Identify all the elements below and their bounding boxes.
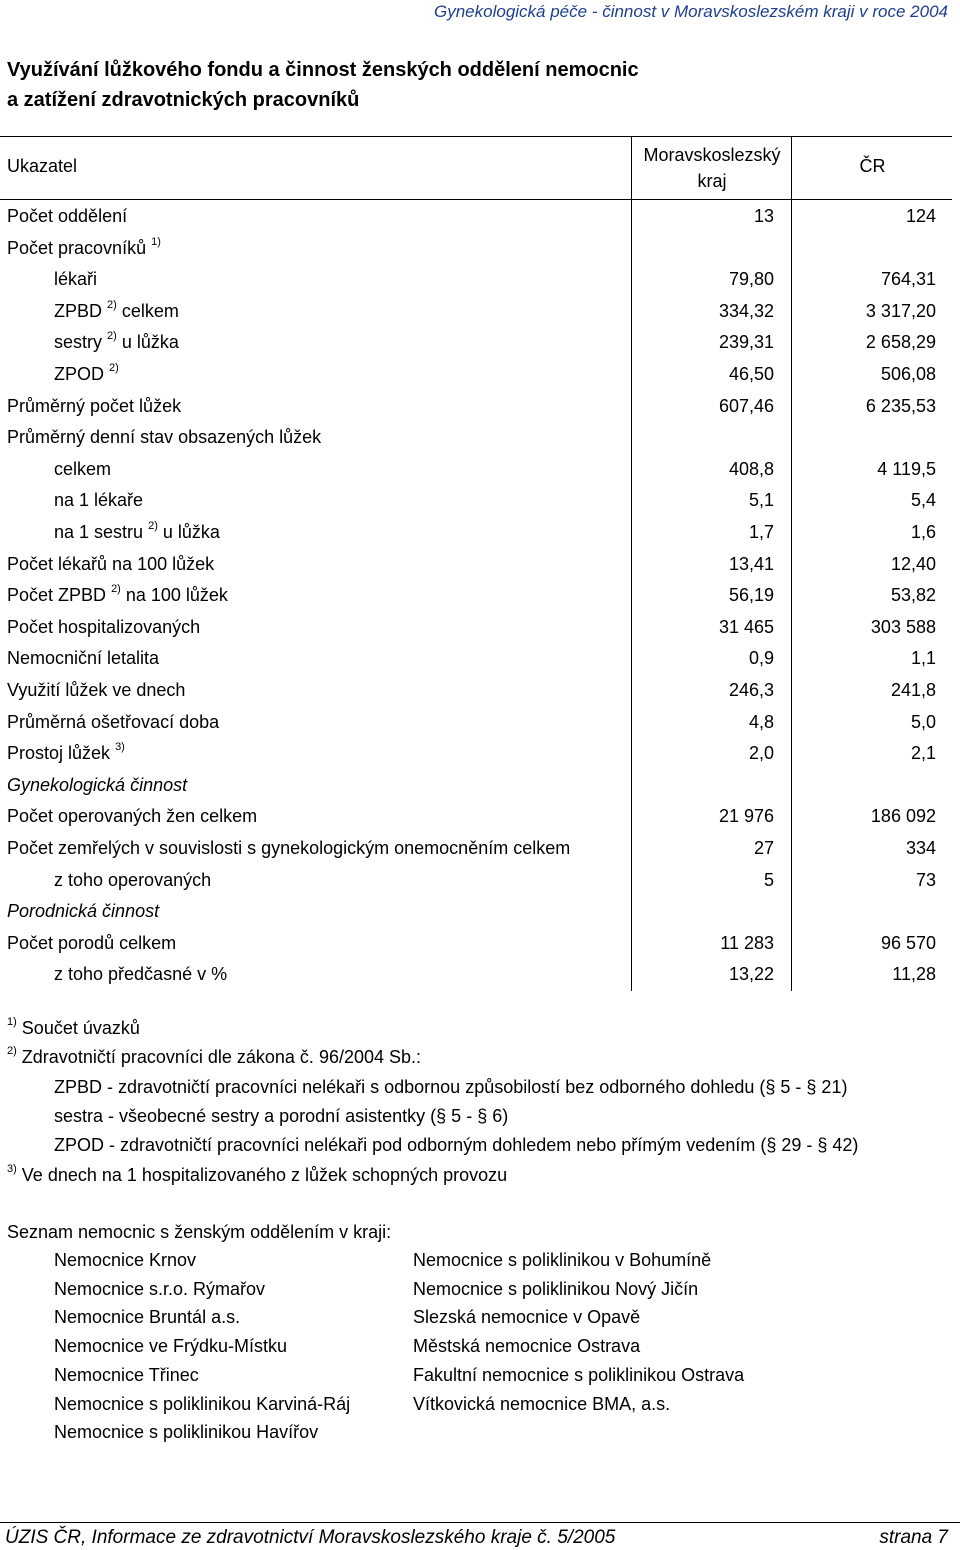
footnote-marker: 2) [107, 298, 117, 311]
table-header-rule [0, 199, 952, 200]
table-row [0, 423, 952, 454]
footer-source: ÚZIS ČR, Informace ze zdravotnictví Moravskoslezského kraje č. 5/2005 [5, 1527, 616, 1548]
value-region: 21 976 [718, 806, 774, 827]
value-country: 241,8 [890, 680, 936, 700]
footnote [7, 1018, 140, 1039]
row-label [7, 235, 161, 259]
value-region: 4,8 [748, 711, 774, 732]
table-top-rule [0, 136, 952, 137]
hospital-item: Nemocnice s poliklinikou v Bohumíně [413, 1250, 712, 1270]
table-row [0, 550, 952, 581]
table-row [0, 265, 952, 296]
hospital-item: Nemocnice s poliklinikou Karviná-Ráj [54, 1393, 351, 1414]
value-country: 53,82 [890, 585, 936, 606]
title-line-2: a zatížení zdravotnických pracovníků [7, 89, 360, 111]
footnote [7, 1165, 507, 1186]
row-label-text: z toho operovaných [54, 869, 212, 890]
table-row [0, 234, 952, 265]
row-label [7, 680, 185, 701]
row-label-text: Využití lůžek ve dnech [7, 680, 186, 700]
table-row [0, 929, 952, 960]
row-label-suffix: celkem [121, 300, 179, 321]
hospital-item: Nemocnice Bruntál a.s. [54, 1307, 241, 1328]
row-label-text: Gynekologická činnost [7, 774, 188, 795]
hospital-list-heading: Seznam nemocnic s ženským oddělením v kraji: [7, 1222, 392, 1242]
row-label-text: ZPOD [54, 364, 105, 384]
value-region: 13,41 [728, 553, 774, 574]
indicator-table [0, 136, 952, 991]
section-heading-row [0, 771, 952, 802]
row-label [54, 459, 111, 480]
value-country: 12,40 [890, 553, 936, 574]
footnote-marker: 2) [148, 520, 158, 532]
hospital-item: Nemocnice s.r.o. Rýmařov [54, 1278, 266, 1299]
footnote-marker: 2) [111, 583, 121, 596]
value-region: 1,7 [748, 522, 774, 542]
row-label-suffix: u lůžka [162, 522, 220, 542]
value-region: 56,19 [728, 585, 774, 606]
value-region: 31 465 [718, 616, 774, 637]
row-label-text: Porodnická činnost [7, 901, 160, 922]
footnote-marker: 2) [107, 330, 117, 343]
value-country: 506,08 [880, 364, 936, 384]
footnote-text: ZPBD - zdravotničtí pracovníci nelékaři s odbornou způsobilostí bez odborného dohledu (§ 5 - § 21) [54, 1077, 848, 1097]
header-country: ČR [859, 156, 886, 176]
footnote-marker: 3) [7, 1163, 17, 1175]
row-label-text: Prostoj lůžek [7, 743, 111, 764]
table-row [0, 297, 952, 328]
row-label [7, 901, 159, 922]
table-row [0, 676, 952, 707]
footnote-marker: 2) [7, 1045, 17, 1057]
row-label [54, 269, 97, 290]
value-region: 5,1 [748, 490, 774, 511]
hospital-item: Nemocnice s poliklinikou Nový Jičín [413, 1278, 699, 1299]
value-country: 73 [915, 869, 936, 890]
value-country: 1,1 [910, 648, 936, 669]
footnote [54, 1077, 847, 1098]
row-label [7, 712, 219, 733]
table-row [0, 834, 952, 865]
table-row [0, 960, 952, 991]
row-label [7, 933, 176, 954]
row-label-text: na 1 lékaře [54, 490, 144, 511]
hospital-item: Nemocnice ve Frýdku-Místku [54, 1336, 288, 1357]
row-label-text: lékaři [54, 269, 98, 290]
table-row [0, 486, 952, 517]
row-label-suffix: u lůžka [121, 332, 179, 353]
table-row [0, 392, 952, 423]
row-label-text: z toho předčasné v % [54, 964, 228, 985]
footnote-marker: 1) [7, 1016, 17, 1028]
header-indicator: Ukazatel [7, 156, 78, 176]
table-row [0, 708, 952, 739]
table-row [0, 202, 952, 233]
hospital-item: Slezská nemocnice v Opavě [413, 1307, 641, 1328]
value-country: 6 235,53 [865, 395, 936, 416]
row-label-text: sestry [54, 332, 103, 353]
value-country: 2 658,29 [865, 332, 936, 353]
footnote [54, 1135, 858, 1156]
footnote-text: Součet úvazků [21, 1018, 140, 1038]
row-label [7, 585, 228, 606]
footer-page-number: strana 7 [879, 1527, 948, 1548]
value-region: 239,31 [718, 332, 774, 353]
hospital-item: Fakultní nemocnice s poliklinikou Ostrava [413, 1364, 745, 1385]
row-label-text: Počet lékařů na 100 lůžek [7, 553, 215, 574]
table-row [0, 360, 952, 391]
row-label [54, 490, 143, 511]
value-region: 79,80 [728, 269, 774, 290]
row-label [7, 775, 187, 796]
value-region: 5 [763, 869, 774, 890]
row-label [7, 617, 200, 638]
value-region: 13,22 [728, 964, 774, 985]
row-label [7, 743, 125, 764]
row-label-text: Nemocniční letalita [7, 648, 160, 669]
header-region [633, 142, 791, 194]
title-line-1: Využívání lůžkového fondu a činnost ženských oddělení nemocnic [7, 59, 639, 81]
value-country: 124 [905, 206, 936, 226]
row-label-text: ZPBD [54, 300, 103, 321]
hospital-item: Městská nemocnice Ostrava [413, 1336, 641, 1357]
footer-rule [0, 1522, 960, 1523]
footnote [7, 1047, 421, 1068]
value-country: 5,4 [910, 490, 936, 511]
footnote-marker: 1) [151, 235, 161, 248]
value-region: 13 [753, 206, 774, 226]
table-row [0, 581, 952, 612]
table-row [0, 328, 952, 359]
table-row [0, 613, 952, 644]
value-country: 2,1 [910, 743, 936, 764]
table-row [0, 455, 952, 486]
footnote-text: Zdravotničtí pracovníci dle zákona č. 96/2004 Sb.: [21, 1047, 422, 1067]
row-label [54, 522, 220, 543]
row-label [7, 648, 159, 669]
value-country: 4 119,5 [877, 458, 936, 479]
row-label [54, 332, 179, 353]
page-header: Gynekologická péče - činnost v Moravskoslezském kraji v roce 2004 [434, 2, 948, 21]
footnote-marker: 2) [109, 362, 119, 374]
hospital-item: Nemocnice s poliklinikou Havířov [54, 1422, 319, 1443]
row-label [54, 298, 179, 322]
value-region: 2,0 [748, 743, 774, 764]
row-label [7, 206, 127, 227]
hospital-item: Nemocnice Třinec [54, 1364, 199, 1385]
row-label [7, 427, 321, 448]
row-label-text: Počet operovaných žen celkem [7, 806, 258, 827]
row-label-text: celkem [54, 458, 112, 479]
section-heading-row [0, 897, 952, 928]
value-region: 46,50 [728, 364, 774, 384]
row-label [7, 396, 181, 417]
value-country: 334 [905, 838, 936, 858]
table-row [0, 739, 952, 770]
row-label [54, 964, 227, 985]
row-label-text: Počet pracovníků [7, 237, 147, 258]
value-country: 764,31 [880, 269, 936, 290]
footnote [54, 1106, 508, 1127]
row-label-suffix: na 100 lůžek [125, 585, 228, 606]
row-label [7, 838, 570, 859]
row-label-text: Průměrný denní stav obsazených lůžek [7, 427, 322, 448]
value-region: 408,8 [728, 458, 774, 479]
footnote-text: Ve dnech na 1 hospitalizovaného z lůžek schopných provozu [21, 1165, 508, 1185]
footnote-text: sestra - všeobecné sestry a porodní asistentky (§ 5 - § 6) [54, 1106, 509, 1126]
row-label-text: Počet oddělení [7, 206, 128, 226]
row-label-text: Počet zemřelých v souvislosti s gynekologickým onemocněním celkem [7, 838, 571, 858]
header-region-line-1: Moravskoslezský [643, 145, 781, 165]
row-label [7, 554, 214, 575]
hospital-item: Nemocnice Krnov [54, 1250, 197, 1270]
value-country: 186 092 [870, 806, 936, 827]
value-country: 303 588 [870, 616, 936, 637]
footnote-text: ZPOD - zdravotničtí pracovníci nelékaři pod odborným dohledem nebo přímým vedením (§ 29 - § 42) [54, 1135, 859, 1155]
value-region: 27 [753, 838, 774, 858]
row-label [54, 870, 211, 891]
footnote-marker: 3) [115, 741, 125, 754]
value-region: 246,3 [728, 680, 774, 700]
table-row [0, 518, 952, 549]
row-label-text: Počet ZPBD [7, 585, 107, 606]
value-country: 11,28 [892, 964, 936, 985]
row-label [54, 364, 119, 385]
row-label-text: Počet porodů celkem [7, 932, 177, 953]
table-row [0, 866, 952, 897]
value-region: 607,46 [718, 395, 774, 416]
table-row [0, 644, 952, 675]
row-label-text: Počet hospitalizovaných [7, 616, 201, 637]
hospital-item: Vítkovická nemocnice BMA, a.s. [413, 1393, 671, 1414]
row-label-text: Průměrný počet lůžek [7, 395, 182, 416]
row-label-text: Průměrná ošetřovací doba [7, 711, 220, 732]
value-region: 11 283 [720, 932, 774, 953]
value-country: 5,0 [910, 711, 936, 732]
value-country: 96 570 [880, 932, 936, 953]
header-region-line-2: kraj [697, 171, 727, 191]
value-country: 3 317,20 [865, 300, 936, 321]
row-label [7, 806, 257, 827]
value-region: 334,32 [718, 300, 774, 321]
value-country: 1,6 [910, 522, 936, 542]
value-region: 0,9 [748, 648, 774, 669]
row-label-text: na 1 sestru [54, 522, 144, 542]
document-title [7, 55, 827, 115]
table-row [0, 802, 952, 833]
